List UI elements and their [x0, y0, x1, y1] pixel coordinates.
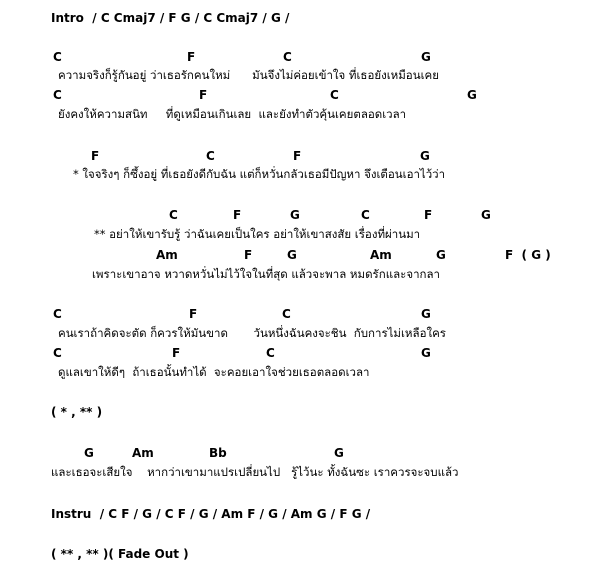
chord: F — [199, 88, 208, 102]
lyric-line: ความจริงก็รู้กันอยู่ ว่าเธอรักคนใหม่ มันจึงไม่ค่อยเข้าใจ ที่เธอยังเหมือนเคย — [58, 68, 439, 82]
chord: F — [189, 307, 198, 321]
chord: C — [169, 208, 178, 222]
chord: C — [53, 307, 62, 321]
chord: G — [421, 307, 431, 321]
chord: C — [53, 346, 62, 360]
chord: G — [334, 446, 344, 460]
chord: Bb — [209, 446, 227, 460]
lyric-line: คนเราถ้าคิดจะตัด ก็ควรให้มันขาด วันหนึ่งฉันคงจะชิน กับการไม่เหลือใคร — [58, 326, 446, 340]
chord: F — [187, 50, 196, 64]
chord: C — [266, 346, 275, 360]
chord: F — [172, 346, 181, 360]
chord: Am — [132, 446, 154, 460]
chord: C — [282, 307, 291, 321]
chord: C — [53, 88, 62, 102]
chord: G — [287, 248, 297, 262]
chord: F ( G ) — [505, 248, 551, 262]
repeat-marker: ( * , ** ) — [51, 405, 103, 419]
lyric-line: และเธอจะเสียใจ หากว่าเขามาแปรเปลี่ยนไป รู้ไว้นะ ทั้งฉันซะ เราควรจะจบแล้ว — [51, 465, 459, 479]
ending-line: ( ** , ** )( Fade Out ) — [51, 547, 189, 561]
chord: G — [436, 248, 446, 262]
chord: G — [290, 208, 300, 222]
lyric-line: เพราะเขาอาจ หวาดหวั่นไม่ไว้ใจในที่สุด แล้วจะพาล หมดรักและจากลา — [92, 267, 440, 281]
chord: F — [233, 208, 242, 222]
instrumental-line: Instru / C F / G / C F / G / Am F / G / Am G / F G / — [51, 507, 371, 521]
chord: F — [424, 208, 433, 222]
chord: F — [244, 248, 253, 262]
chord: G — [420, 149, 430, 163]
chord: C — [330, 88, 339, 102]
chord: G — [421, 346, 431, 360]
chord: G — [84, 446, 94, 460]
chord: G — [421, 50, 431, 64]
chord: G — [467, 88, 477, 102]
chord: C — [206, 149, 215, 163]
chord: C — [283, 50, 292, 64]
chord: C — [361, 208, 370, 222]
lyric-line: * ใจจริงๆ ก็ซึ้งอยู่ ที่เธอยังดีกับฉัน แต่ก็หวั่นกลัวเธอมีปัญหา จึงเตือนเอาไว้ว่า — [73, 167, 446, 181]
intro-line: Intro / C Cmaj7 / F G / C Cmaj7 / G / — [51, 11, 290, 25]
chord: Am — [370, 248, 392, 262]
chord: C — [53, 50, 62, 64]
lyric-line: ** อย่าให้เขารับรู้ ว่าฉันเคยเป็นใคร อย่าให้เขาสงสัย เรื่องที่ผ่านมา — [94, 227, 421, 241]
lyric-line: ยังคงให้ความสนิท ที่ดูเหมือนเกินเลย และยังทำตัวคุ้นเคยตลอดเวลา — [58, 107, 407, 121]
chord: Am — [156, 248, 178, 262]
lyric-line: ดูแลเขาให้ดีๆ ถ้าเธอนั้นทำได้ จะคอยเอาใจช่วยเธอตลอดเวลา — [58, 365, 370, 379]
chord: F — [293, 149, 302, 163]
chord: G — [481, 208, 491, 222]
chord: F — [91, 149, 100, 163]
